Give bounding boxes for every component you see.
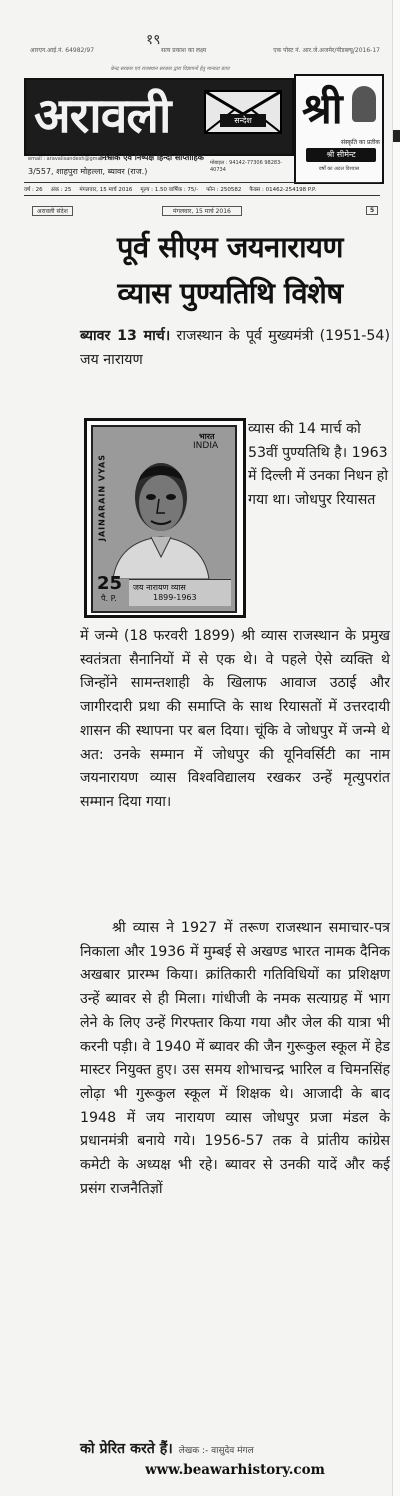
postal-registration: एक पोस्ट नं. आर.जे.अजमेर/पीडब्ल्यू/2016-17 — [273, 47, 380, 54]
postage-stamp-image — [84, 418, 246, 618]
stamp-bharat: भारत — [199, 432, 215, 441]
info-issue: अंक : 25 — [50, 187, 72, 193]
ad-slogan: संस्कृति का प्रतीक — [341, 139, 380, 146]
masthead-motto: केन्द्र सरकार एवं राजस्थान सरकार द्वारा विज्ञापनों हेतु मान्यता प्राप्त — [110, 66, 230, 72]
ad-logo: श्री — [302, 84, 343, 133]
shree-cement-ad — [294, 74, 384, 184]
envelope-label: सन्देश — [220, 114, 266, 127]
article-byline — [80, 1438, 390, 1462]
intro-text: राजस्थान के पूर्व मुख्यमंत्री (1951-54) जय नारायण — [80, 328, 390, 368]
ad-portrait-icon — [352, 86, 376, 122]
author-credit: लेखक :- वासुदेव मंगल — [178, 1446, 254, 1456]
closing-text: को प्रेरित करते हैं। — [80, 1441, 173, 1457]
stamp-side-text: JAINARAIN VYAS — [97, 454, 107, 542]
info-price: मूल्य : 1.50 वार्षिक : 75/- — [140, 187, 199, 193]
headline-line-1: पूर्व सीएम जयनारायण — [117, 230, 343, 264]
stamp-name: जय नारायण व्यास — [133, 583, 186, 592]
masthead-email: email : aravalisandesh@gmail.com — [28, 156, 116, 162]
issue-info-strip — [24, 182, 380, 196]
page-number: 5 — [366, 206, 378, 215]
article-intro — [80, 325, 390, 372]
ad-brand: श्री सीमेन्ट — [306, 148, 376, 162]
article-headline — [70, 224, 390, 316]
portrait-illustration — [111, 439, 211, 579]
website-credit: www.beawarhistory.com — [145, 1462, 325, 1478]
handwritten-page-number: १९ — [146, 32, 161, 48]
dateline: ब्यावर 13 मार्च। — [80, 328, 171, 344]
info-phone: फोन : 250582 — [206, 187, 242, 193]
article-wrap-text: व्यास की 14 मार्च को 53वीं पुण्यतिथि है। 1963 में दिल्ली में उनका निधन हो गया था। जोधपुर रियासत — [248, 421, 388, 509]
page-date: मंगलवार, 15 मार्च 2016 — [162, 206, 242, 216]
info-date: मंगलवार, 15 मार्च 2016 — [79, 187, 133, 193]
info-fax: फैक्स : 01462-254198 P.P. — [249, 187, 317, 193]
stamp-india: INDIA — [193, 441, 219, 451]
stamp-years: 1899-1963 — [153, 593, 197, 602]
envelope-icon — [204, 90, 282, 134]
ad-subtitle: वर्षों का अटल विश्वास — [318, 166, 360, 172]
masthead-mobile: मोबाइल : 94142-77306 98283-40734 — [210, 160, 283, 173]
masthead-banner — [24, 78, 294, 156]
article-paragraph-2: श्री व्यास ने 1927 में तरूण राजस्थान समाचार-पत्र निकाला और 1936 में मुम्बई से अखण्ड भारत नामक दैनिक अखबार प्रारम्भ किया। क्रांतिकारी गतिविधियों का प्रशिक्षण उन्हें ब्यावर से ही मिला। गांधीजी के नमक सत्याग्रह में भाग लेने के लिए उन्हें गिरफ्तार किया गया और जेल की यात्रा भी करनी पड़ी। वे 1940 में ब्यावर की जैन गुरूकुल स्कूल में हेड मास्टर नियुक्त हुए। उस समय शोभाचन्द्र भारिल व चिमनसिंह लोढ़ा भी गुरूकुल स्कूल में शिक्षक थे। आजादी के बाद 1948 में जय नारायण व्यास जोधपुर प्रजा मंडल के प्रधानमंत्री बनाये गये। 1956-57 तक वे प्रांतीय कांग्रेस कमेटी के अध्यक्ष भी रहे। ब्यावर से उनकी यादें और कई प्रसंग राजनैतिज्ञों — [80, 920, 390, 1197]
page-header-strip — [24, 206, 380, 218]
masthead-address: 3/557, शाहपुरा मोहल्ला, ब्यावर (राज.) — [28, 167, 148, 176]
page-paper-name: अरावली संदेश — [32, 206, 73, 216]
newspaper-name: अरावली — [34, 88, 171, 144]
masthead-slogan: सत्य प्रकाश का लक्ष्य — [161, 47, 207, 54]
registration-number: आरएन.आई.नं. 64982/97 — [30, 47, 95, 54]
masthead-top-line — [30, 46, 380, 66]
edge-mark — [393, 130, 400, 142]
stamp-design — [91, 425, 237, 613]
masthead-tagline: निर्भीक एवं निष्पक्ष हिन्दी साप्ताहिक — [100, 153, 204, 162]
stamp-paise: पै. P. — [101, 594, 117, 603]
stamp-denomination: 25 — [97, 573, 123, 594]
article-paragraph-1: में जन्मे (18 फरवरी 1899) श्री व्यास राजस्थान के प्रमुख स्वतंत्रता सैनानियों में से एक थे। वे पहले ऐसे व्यक्ति थे जिन्होंने सामन्तशाही के खिलाफ आवाज उठाई और जागीरदारी प्रथा की समाप्ति के साथ रियासतों में उत्तरदायी शासन की स्थापना पर बल दिया। चूंकि वे जोधपुर में जन्मे थे अत: उनके सम्मान में जोधपुर की यूनिवर्सिटी का नाम जयनारायण व्यास विश्वविद्यालय रखकर उन्हें मृत्युपरांत सम्मान दिया गया। — [80, 628, 390, 810]
headline-line-2: व्यास पुण्यतिथि विशेष — [117, 276, 343, 310]
stamp-nameplate — [129, 579, 231, 606]
info-year: वर्ष : 26 — [24, 187, 43, 193]
page-edge — [392, 0, 400, 1496]
